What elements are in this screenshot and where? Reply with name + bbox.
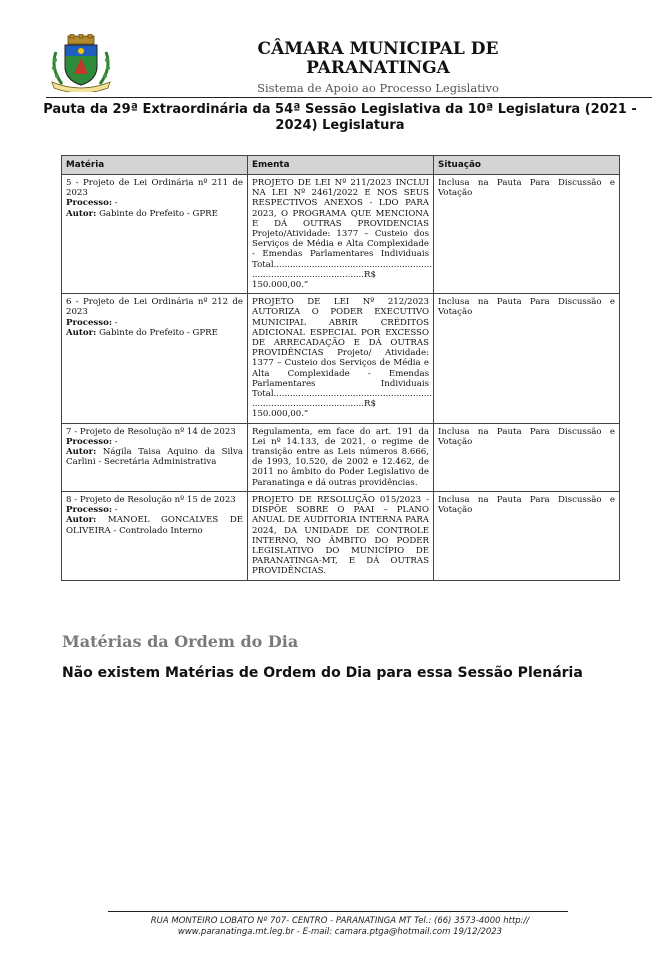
table-row (62, 423, 620, 491)
materia-cell (62, 175, 248, 294)
processo-line (66, 437, 243, 447)
agenda-table (61, 155, 620, 581)
autor-label: Autor: (66, 208, 97, 219)
ordem-do-dia-title: Matérias da Ordem do Dia (62, 632, 299, 651)
chamber-title-line2: PARANATINGA (306, 58, 450, 78)
autor-label: Autor: (66, 515, 97, 526)
autor-label: Autor: (66, 327, 97, 338)
processo-value: - (114, 505, 118, 516)
autor-line (66, 328, 243, 338)
chamber-title (198, 40, 558, 78)
processo-label: Processo: (66, 505, 113, 516)
column-header-ementa: Ementa (248, 156, 434, 175)
footer-divider (108, 911, 568, 912)
autor-line (66, 515, 243, 535)
materia-title: 6 - Projeto de Lei Ordinária nº 212 de 2023 (66, 297, 243, 318)
ordem-do-dia-empty-message: Não existem Matérias de Ordem do Dia para essa Sessão Plenária (62, 665, 583, 681)
autor-line (66, 447, 243, 467)
autor-value: Nágila Taisa Aquino da Silva Carlini - Secretária Administrativa (66, 447, 244, 468)
processo-value: - (114, 198, 118, 209)
table-header-row (62, 156, 620, 175)
column-header-situacao: Situação (434, 156, 620, 175)
document-header (48, 30, 648, 96)
situacao-cell: Inclusa na Pauta Para Discussão e Votação (434, 423, 620, 491)
processo-line (66, 318, 243, 328)
processo-label: Processo: (66, 436, 113, 447)
materia-title: 8 - Projeto de Resolução nº 15 de 2023 (66, 494, 236, 505)
materia-title: 5 - Projeto de Lei Ordinária nº 211 de 2023 (66, 178, 243, 199)
ementa-cell: PROJETO DE RESOLUÇÃO 015/2023 - DISPÕE SOBRE O PAAI – PLANO ANUAL DE AUDITORIA INTERNA PARA 2024, DA UNIDADE DE CONTROLE INTERNO, NO ÂMBITO DO PODER LEGISLATIVO DO MUNICÍPIO DE PARANATINGA-MT, E DÁ OUTRAS PROVIDÊNCIAS. (248, 491, 434, 580)
chamber-title-line1: CÂMARA MUNICIPAL DE (257, 39, 499, 59)
processo-line (66, 198, 243, 208)
system-subtitle: Sistema de Apoio ao Processo Legislativo (257, 81, 499, 95)
situacao-cell: Inclusa na Pauta Para Discussão e Votação (434, 294, 620, 423)
situacao-cell: Inclusa na Pauta Para Discussão e Votação (434, 491, 620, 580)
autor-value: Gabinte do Prefeito - GPRE (99, 327, 218, 338)
table-row (62, 491, 620, 580)
autor-value: Gabinte do Prefeito - GPRE (99, 208, 218, 219)
situacao-cell: Inclusa na Pauta Para Discussão e Votação (434, 175, 620, 294)
autor-value: MANOEL GONCALVES DE OLIVEIRA - Controlado Interno (66, 515, 243, 536)
processo-value: - (114, 436, 118, 447)
autor-line (66, 209, 243, 219)
coat-of-arms-logo (48, 34, 114, 92)
ementa-cell: PROJETO DE LEI Nº 212/2023 AUTORIZA O PODER EXECUTIVO MUNICIPAL ABRIR CRÉDITOS ADICIONAL ESPECIAL POR EXCESSO DE ARRECADAÇÃO E DÁ OUTRAS PROVIDÊNCIAS Projeto/ Atividade: 1377 – Custeio dos Serviços de Média e Alta Complexidade - Emendas Parlamentares Individuais Total.......................................................... .........................................R$ 150.000,00.” (248, 294, 434, 423)
autor-label: Autor: (66, 447, 97, 458)
column-header-materia: Matéria (62, 156, 248, 175)
footer-contact-line: www.paranatinga.mt.leg.br - E-mail: camara.ptga@hotmail.com 19/12/2023 (177, 927, 503, 937)
table-row (62, 294, 620, 423)
footer-address-line: RUA MONTEIRO LOBATO Nº 707- CENTRO - PARANATINGA MT Tel.: (66) 3573-4000 http:// (150, 916, 530, 926)
document-footer (90, 916, 590, 938)
materia-cell (62, 491, 248, 580)
materia-cell (62, 294, 248, 423)
materia-title: 7 - Projeto de Resolução nº 14 de 2023 (66, 426, 236, 437)
materia-cell (62, 423, 248, 491)
ementa-cell: Regulamenta, em face do art. 191 da Lei nº 14.133, de 2021, o regime de transição entre as Leis números 8.666, de 1993, 10.520, de 2002 e 12.462, de 2011 no âmbito do Poder Legislativo de Paranatinga e dá outras providências. (248, 423, 434, 491)
header-divider (46, 97, 652, 98)
table-row (62, 175, 620, 294)
processo-label: Processo: (66, 198, 113, 209)
processo-value: - (114, 317, 118, 328)
processo-line (66, 505, 243, 515)
ementa-cell: PROJETO DE LEI Nº 211/2023 INCLUI NA LEI Nº 2461/2022 E NOS SEUS RESPECTIVOS ANEXOS - LDO PARA 2023, O PROGRAMA QUE MENCIONA E DÁ OUTRAS PROVIDENCIAS Projeto/Atividade: 1377 – Custeio dos Serviços de Média e Alta Complexidade - Emendas Parlamentares Individuais Total.......................................................... .........................................R$ 150.000,00.” (248, 175, 434, 294)
pauta-title: Pauta da 29ª Extraordinária da 54ª Sessão Legislativa da 10ª Legislatura (2021 - 2024) Legislatura (43, 102, 637, 133)
processo-label: Processo: (66, 317, 113, 328)
